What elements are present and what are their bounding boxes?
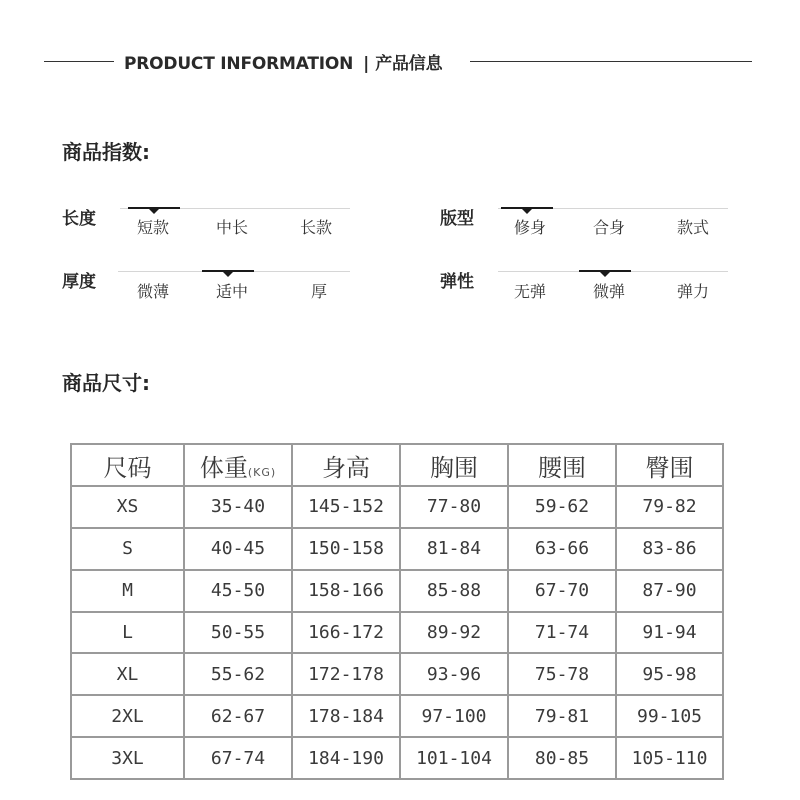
cell-size: S [71,528,184,570]
index-option: 修身 [513,218,546,237]
cell-size: XL [71,653,184,695]
header-title-en: PRODUCT INFORMATION [124,54,354,74]
table-row [71,570,723,612]
index-marker [202,270,254,272]
cell-size: 2XL [71,695,184,737]
column-header-weight-label: 体重 [199,453,248,482]
cell-hip: 87-90 [616,570,723,612]
cell-height: 178-184 [292,695,400,737]
column-header-weight [184,444,292,486]
index-option: 款式 [676,218,709,237]
cell-weight: 40-45 [184,528,292,570]
table-row [71,695,723,737]
cell-waist: 80-85 [508,737,616,779]
index-option: 弹力 [676,282,709,301]
cell-size: M [71,570,184,612]
index-label: 厚度 [62,272,96,292]
cell-weight: 67-74 [184,737,292,779]
index-marker [579,270,631,272]
index-option: 中长 [215,218,248,237]
cell-size: 3XL [71,737,184,779]
column-header-size: 尺码 [71,444,184,486]
cell-height: 158-166 [292,570,400,612]
cell-chest: 81-84 [400,528,508,570]
cell-chest: 85-88 [400,570,508,612]
header-title [124,49,442,74]
table-row [71,528,723,570]
cell-waist: 67-70 [508,570,616,612]
cell-hip: 99-105 [616,695,723,737]
column-header-hip: 臀围 [616,444,723,486]
index-option: 无弹 [513,282,546,301]
cell-chest: 89-92 [400,612,508,654]
index-marker [501,207,553,209]
index-option: 长款 [299,218,332,237]
index-option: 厚 [310,282,327,301]
cell-chest: 93-96 [400,653,508,695]
index-option: 适中 [215,282,248,301]
cell-chest: 97-100 [400,695,508,737]
size-section-title: 商品尺寸: [62,371,150,395]
table-row [71,612,723,654]
table-row [71,737,723,779]
size-table [70,443,724,780]
header-separator: | [363,54,370,74]
cell-hip: 91-94 [616,612,723,654]
header-rule-right [470,61,752,62]
cell-hip: 105-110 [616,737,723,779]
cell-waist: 79-81 [508,695,616,737]
index-label: 长度 [62,209,96,229]
table-row [71,486,723,528]
cell-height: 184-190 [292,737,400,779]
cell-waist: 63-66 [508,528,616,570]
index-section-title: 商品指数: [62,140,150,164]
cell-chest: 77-80 [400,486,508,528]
cell-waist: 75-78 [508,653,616,695]
cell-waist: 59-62 [508,486,616,528]
index-option: 短款 [136,218,169,237]
column-header-height: 身高 [292,444,400,486]
header-rule-left [44,61,114,62]
index-option: 微弹 [592,282,625,301]
weight-unit: (KG) [247,465,277,479]
cell-hip: 95-98 [616,653,723,695]
cell-chest: 101-104 [400,737,508,779]
cell-height: 150-158 [292,528,400,570]
cell-waist: 71-74 [508,612,616,654]
cell-hip: 79-82 [616,486,723,528]
cell-hip: 83-86 [616,528,723,570]
cell-size: XS [71,486,184,528]
index-label: 版型 [440,209,474,229]
cell-weight: 45-50 [184,570,292,612]
index-option: 微薄 [136,282,169,301]
cell-height: 145-152 [292,486,400,528]
cell-weight: 55-62 [184,653,292,695]
cell-size: L [71,612,184,654]
cell-weight: 35-40 [184,486,292,528]
cell-height: 172-178 [292,653,400,695]
cell-weight: 62-67 [184,695,292,737]
cell-weight: 50-55 [184,612,292,654]
column-header-waist: 腰围 [508,444,616,486]
index-label: 弹性 [440,272,474,292]
size-table-header-row [71,444,723,486]
index-marker [128,207,180,209]
column-header-chest: 胸围 [400,444,508,486]
header-title-cn: 产品信息 [375,54,443,74]
cell-height: 166-172 [292,612,400,654]
index-option: 合身 [592,218,625,237]
table-row [71,653,723,695]
